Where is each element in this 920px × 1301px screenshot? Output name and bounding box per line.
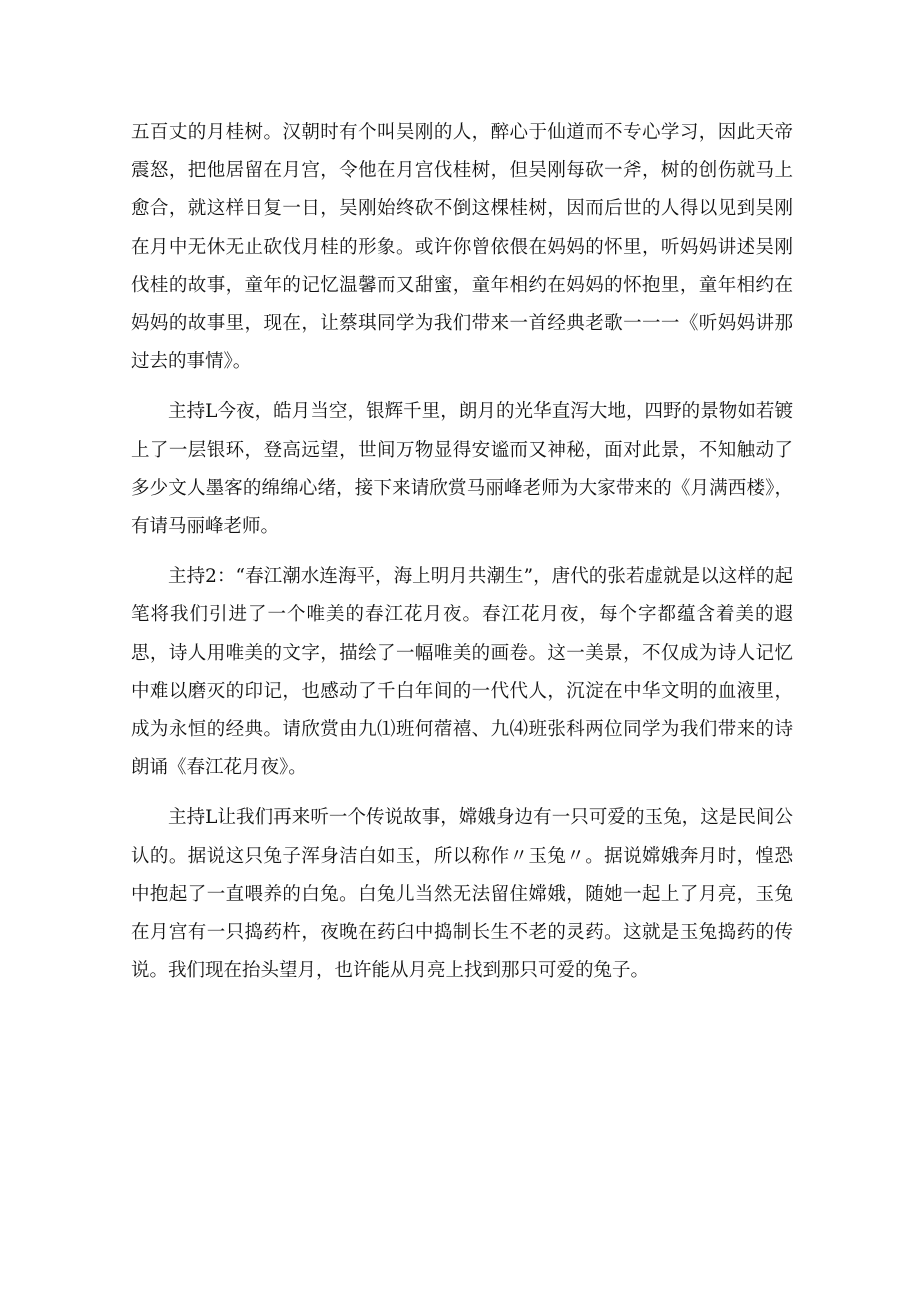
paragraph-host2-spring-river: 主持2：“春江潮水连海平，海上明月共潮生”，唐代的张若虚就是以这样的起笔将我们引进了一个唯美的春江花月夜。春江花月夜，每个字都蕴含着美的遐思，诗人用唯美的文字，描绘了一幅唯美的画卷。这一美景，不仅成为诗人记忆中难以磨灭的印记，也感动了千白年间的一代代人，沉淀在中华文明的血液里，成为永恒的经典。请欣赏由九⑴班何蓿禧、九⑷班张科两位同学为我们带来的诗朗诵《春江花月夜》。 <box>131 566 793 779</box>
paragraph-host1-moon-night: 主持L今夜，皓月当空，银辉千里，朗月的光华直泻大地，四野的景物如若镀上了一层银环，登高远望，世间万物显得安谧而又神秘，面对此景，不知触动了多少文人墨客的绵绵心绪，接下来请欣赏马丽峰老师为大家带来的《月满西楼》，有请马丽峰老师。 <box>131 401 793 538</box>
document-body <box>131 114 793 1002</box>
paragraph-host1-jade-rabbit: 主持L让我们再来听一个传说故事，嫦娥身边有一只可爱的玉兔，这是民间公认的。据说这只兔子浑身洁白如玉，所以称作〃玉兔〃。据说嫦娥奔月时，惶恐中抱起了一直喂养的白兔。白兔儿当然无法留住嫦娥，随她一起上了月亮，玉兔在月宫有一只捣药杵，夜晚在药臼中捣制长生不老的灵药。这就是玉兔捣药的传说。我们现在抬头望月，也许能从月亮上找到那只可爱的兔子。 <box>131 807 793 982</box>
paragraph-wu-gang-story: 五百丈的月桂树。汉朝时有个叫吴刚的人，醉心于仙道而不专心学习，因此天帝震怒，把他居留在月宫，令他在月宫伐桂树，但吴刚每砍一斧，树的创伤就马上愈合，就这样日复一日，吴刚始终砍不倒这棵桂树，因而后世的人得以见到吴刚在月中无休无止砍伐月桂的形象。或许你曾依偎在妈妈的怀里，听妈妈讲述吴刚伐桂的故事，童年的记忆温馨而又甜蜜，童年相约在妈妈的怀抱里，童年相约在妈妈的故事里，现在，让蔡琪同学为我们带来一首经典老歌一一一《听妈妈讲那过去的事情》。 <box>131 122 793 373</box>
